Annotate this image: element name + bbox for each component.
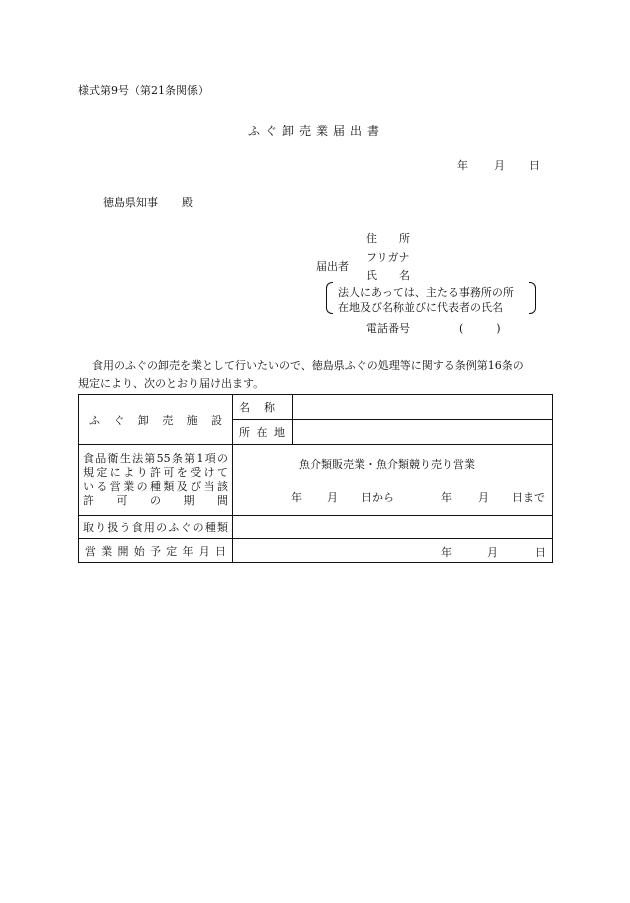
facility-name-label-cell: [233, 395, 293, 420]
date-year: 年: [457, 159, 468, 172]
period-from-year: 年: [291, 491, 302, 504]
period-to-year: 年: [441, 491, 452, 504]
start-date-month: 月: [487, 546, 498, 559]
period-from-month: 月: [327, 491, 338, 504]
period-to-month: 月: [478, 491, 489, 504]
facility-name-row: [79, 395, 553, 420]
notifier-name-label: 氏 名: [366, 269, 410, 282]
bracket-left: [326, 282, 333, 314]
notifier-label: 届出者: [316, 260, 349, 273]
start-date-label-cell: [79, 539, 233, 563]
license-value-cell[interactable]: [233, 445, 553, 516]
license-row: [79, 445, 553, 516]
business-types: 魚介類販売業・魚介類競り売り営業: [299, 458, 475, 471]
corporate-note-bracket: [326, 282, 536, 314]
corporate-note-line1: 法人にあっては、主たる事務所の所: [338, 286, 514, 299]
license-label-line2: 規定により許可を受けて: [83, 466, 228, 479]
notifier-phone-label: 電話番号: [366, 322, 410, 335]
facility-location-label-cell: [233, 420, 293, 445]
date-day: 日: [529, 159, 540, 172]
fugu-types-row: [79, 516, 553, 539]
license-label-cell: [79, 445, 233, 516]
start-date-row: [79, 539, 553, 563]
start-date-day: 日: [535, 546, 546, 559]
start-date-label: 営業開始予定年月日: [85, 544, 226, 558]
facility-location-label: 所在地: [239, 426, 285, 439]
body-text-line1: 食用のふぐの卸売を業として行いたいので、徳島県ふぐの処理等に関する条例第16条の: [92, 359, 524, 372]
fugu-types-field[interactable]: [233, 516, 553, 539]
bracket-right: [529, 282, 536, 314]
form-number-label: 様式第9号（第21条関係）: [78, 84, 209, 97]
fugu-types-label-cell: [79, 516, 233, 539]
notifier-address-label: 住 所: [366, 232, 410, 245]
notifier-phone-paren: ( ): [459, 322, 501, 335]
period-to-day: 日まで: [512, 491, 545, 504]
start-date-field[interactable]: [233, 539, 553, 563]
license-label-line4: 許可の期間: [83, 494, 228, 507]
form-title: ふぐ卸売業届出書: [248, 124, 385, 138]
corporate-note-line2: 在地及び名称並びに代表者の氏名: [338, 301, 503, 314]
license-label-line1: 食品衛生法第55条第1項の: [83, 452, 228, 465]
addressee-honorific: 殿: [182, 196, 193, 209]
period-from-day: 日から: [361, 491, 394, 504]
notifier-furigana-label: フリガナ: [366, 251, 410, 264]
license-label-line3: いる営業の種類及び当該: [83, 480, 228, 493]
notification-table: [78, 394, 553, 563]
start-date-year: 年: [441, 546, 452, 559]
date-month: 月: [494, 159, 505, 172]
fugu-types-label: 取り扱う食用のふぐの種類: [83, 521, 228, 534]
facility-location-field[interactable]: [293, 420, 553, 445]
body-text-line2: 規定により、次のとおり届け出ます。: [78, 377, 265, 390]
facility-name-label: 名称: [239, 401, 275, 414]
facility-name-field[interactable]: [293, 395, 553, 420]
facility-label: ふぐ卸売施設: [89, 413, 222, 427]
addressee-name: 徳島県知事: [103, 196, 158, 209]
facility-label-cell: [79, 395, 233, 445]
